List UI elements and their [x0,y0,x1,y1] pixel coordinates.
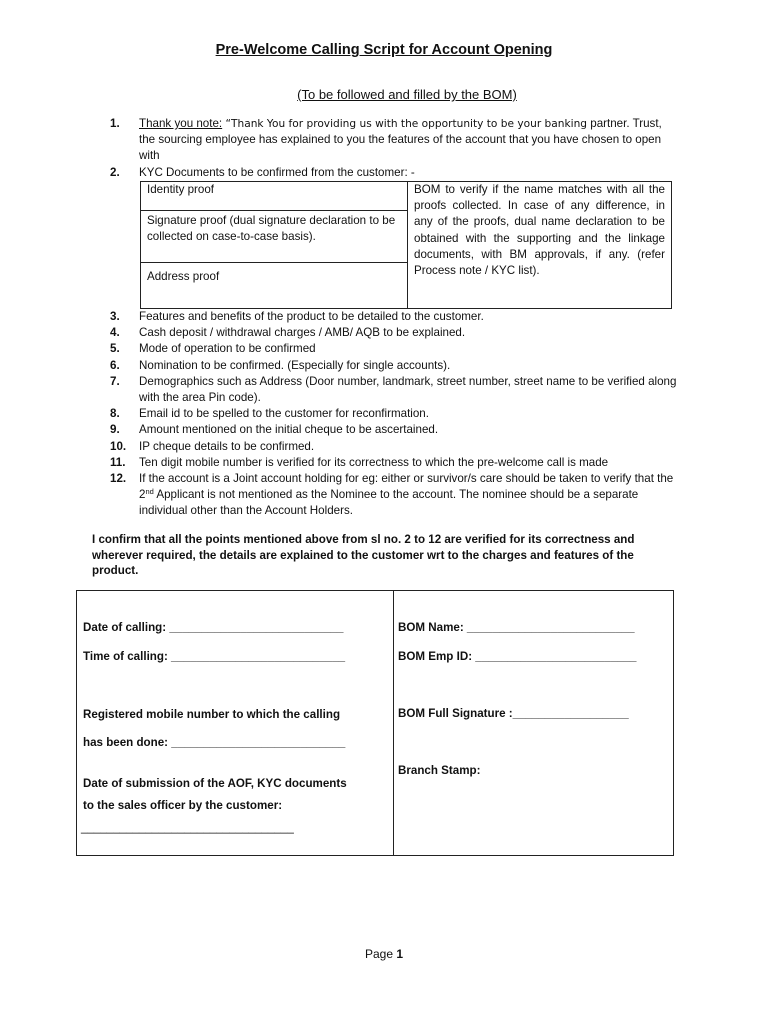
has-been-done-field[interactable]: has been done: ___________________________ [83,736,346,749]
ordinal-suffix: nd [145,487,154,497]
checklist-item-12 [110,471,680,520]
signature-proof-cell: Signature proof (dual signature declaration to be collected on case-to-case basis). [141,211,407,263]
checklist-item [110,439,680,455]
form-column-divider [393,591,394,855]
bom-emp-id-field[interactable]: BOM Emp ID: _________________________ [398,650,637,663]
item-number: 12. [110,472,127,486]
item-text: Nomination to be confirmed. (Especially for single accounts). [139,358,451,372]
submission-date-label-cont: to the sales officer by the customer: [83,799,283,812]
item-text: partner. Trust, the sourcing employee has explained to you the features of the account that you have chosen to open with [139,117,662,163]
checklist-item-2 [110,165,680,181]
item-text: Mode of operation to be confirmed [139,342,316,356]
checklist-bottom [110,309,680,520]
checklist-item [110,406,680,422]
item-text: Demographics such as Address (Door number, landmark, street number, street name to be verified along with the area Pin code). [139,374,677,405]
signoff-form [76,590,674,856]
item-number: 9. [110,423,120,437]
item-quote: “Thank You for providing us with the opportunity to be your banking [222,118,588,130]
item-number: 3. [110,310,120,323]
item-number: 11. [110,455,126,469]
checklist-item [110,309,680,325]
item-text: Features and benefits of the product to be detailed to the customer. [139,310,484,323]
item-number: 8. [110,407,120,421]
page-footer [0,947,768,961]
kyc-verification-note: BOM to verify if the name matches with all the proofs collected. In case of any difference, in any of the proofs, dual name declaration to be obtained with the supporting and the linkage documents, with BM approvals, if any. (refer Process note / KYC list). [414,183,665,278]
document-title: Pre-Welcome Calling Script for Account Opening [215,42,553,58]
item-text: Ten digit mobile number is verified for its correctness to which the pre-welcome call is made [139,455,609,469]
registered-mobile-label: Registered mobile number to which the calling [83,708,341,721]
item-number: 6. [110,358,120,372]
item-text: Email id to be spelled to the customer for reconfirmation. [139,407,429,421]
kyc-table-left-column [141,182,408,308]
checklist-item [110,358,680,374]
item-text: If the account is a Joint account holding for eg: either or survivor/s care should be taken to verify that the 2 [139,472,674,502]
item-number: 2. [110,165,120,179]
checklist-item-1 [110,116,680,165]
item-number: 4. [110,326,120,340]
time-of-calling-field[interactable]: Time of calling: ___________________________ [83,650,346,663]
item-text: KYC Documents to be confirmed from the customer: - [139,165,415,179]
kyc-table [140,181,672,309]
page-number: 1 [396,947,404,961]
item-number: 1. [110,117,120,130]
checklist-top [110,116,680,181]
checklist-item [110,422,680,438]
item-text: Cash deposit / withdrawal charges / AMB/ AQB to be explained. [139,326,466,340]
checklist-item [110,374,680,406]
submission-date-label: Date of submission of the AOF, KYC documents [83,777,347,790]
page-label: Page [364,947,397,961]
address-proof-cell: Address proof [147,270,220,283]
item-number: 5. [110,342,120,356]
checklist-item [110,341,680,357]
document-subtitle: (To be followed and filled by the BOM) [297,87,517,102]
branch-stamp-label: Branch Stamp: [398,764,481,777]
item-text: Applicant is not mentioned as the Nominee to the account. The nominee should be a separate individual other than the Account Holders. [139,488,639,518]
date-of-calling-field[interactable]: Date of calling: ___________________________ [83,621,344,634]
bom-name-field[interactable]: BOM Name: __________________________ [398,621,635,634]
submission-date-field[interactable]: _________________________________ [81,821,294,834]
item-text: IP cheque details to be confirmed. [139,439,315,453]
identity-proof-cell: Identity proof [141,182,407,211]
checklist-item [110,455,680,471]
item-text: Amount mentioned on the initial cheque to be ascertained. [139,423,439,437]
item-label: Thank you note: [139,117,223,130]
item-number: 7. [110,374,120,388]
confirmation-statement: I confirm that all the points mentioned above from sl no. 2 to 12 are verified for its correctness and wherever required, the details are explained to the customer wrt to the charges and features of the product. [92,533,635,577]
bom-signature-field[interactable]: BOM Full Signature :__________________ [398,707,629,720]
checklist-item [110,325,680,341]
item-number: 10. [110,439,127,453]
